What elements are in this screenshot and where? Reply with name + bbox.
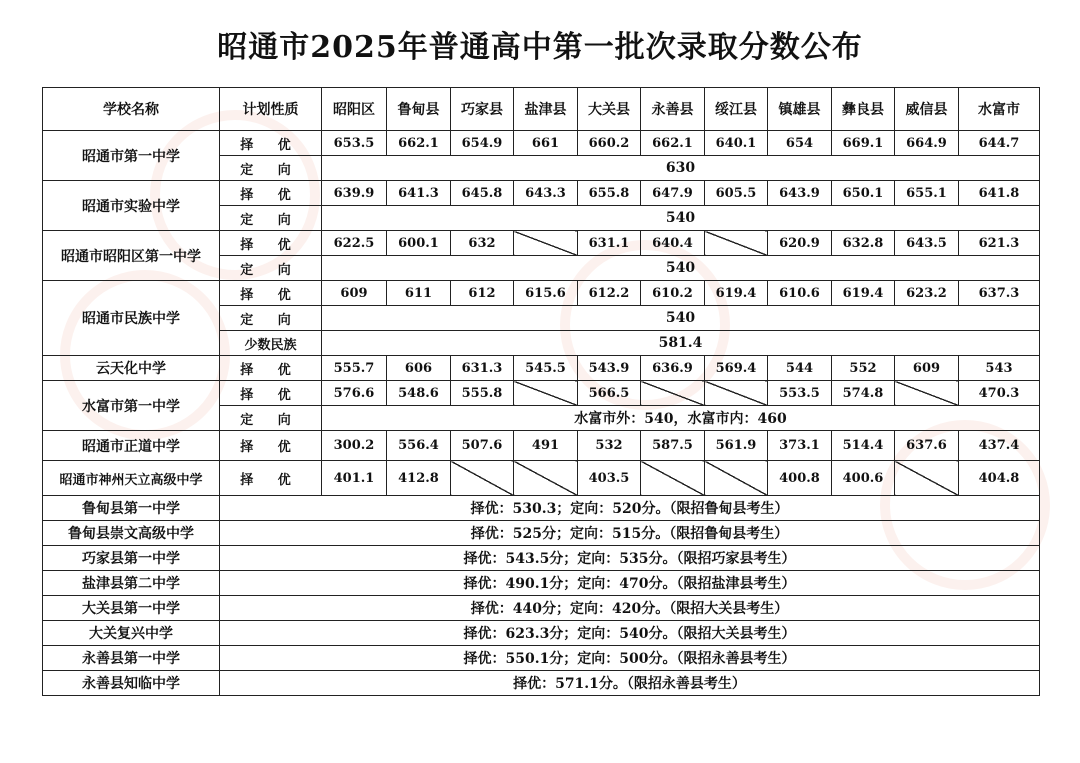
plan-type: 择 优 bbox=[220, 461, 322, 496]
score-cell: 641.3 bbox=[387, 181, 451, 206]
plan-type: 择 优 bbox=[220, 281, 322, 306]
score-cell: 545.5 bbox=[514, 356, 578, 381]
score-cell: 653.5 bbox=[322, 131, 387, 156]
merged-score-cell: 择优：530.3；定向：520分。（限招鲁甸县考生） bbox=[220, 496, 1040, 521]
header-district: 巧家县 bbox=[451, 88, 514, 131]
header-district: 彝良县 bbox=[832, 88, 895, 131]
score-cell: 574.8 bbox=[832, 381, 895, 406]
merged-score-cell: 630 bbox=[322, 156, 1040, 181]
school-name: 昭通市实验中学 bbox=[43, 181, 220, 231]
plan-type: 择 优 bbox=[220, 231, 322, 256]
score-cell: 587.5 bbox=[641, 431, 705, 461]
no-quota-cell bbox=[514, 381, 578, 406]
score-cell: 609 bbox=[322, 281, 387, 306]
plan-type: 定 向 bbox=[220, 156, 322, 181]
school-name: 大关县第一中学 bbox=[43, 596, 220, 621]
score-cell: 639.9 bbox=[322, 181, 387, 206]
table-row bbox=[43, 181, 1040, 206]
score-cell: 655.8 bbox=[578, 181, 641, 206]
merged-score-cell: 540 bbox=[322, 206, 1040, 231]
header-district: 水富市 bbox=[959, 88, 1040, 131]
score-cell: 654.9 bbox=[451, 131, 514, 156]
score-cell: 621.3 bbox=[959, 231, 1040, 256]
score-cell: 400.8 bbox=[768, 461, 832, 496]
score-cell: 553.5 bbox=[768, 381, 832, 406]
table-row bbox=[43, 546, 1040, 571]
header-district: 大关县 bbox=[578, 88, 641, 131]
school-name: 鲁甸县崇文高级中学 bbox=[43, 521, 220, 546]
score-cell: 632.8 bbox=[832, 231, 895, 256]
score-cell: 637.3 bbox=[959, 281, 1040, 306]
score-cell: 556.4 bbox=[387, 431, 451, 461]
school-name: 昭通市昭阳区第一中学 bbox=[43, 231, 220, 281]
plan-type: 少数民族 bbox=[220, 331, 322, 356]
plan-type: 定 向 bbox=[220, 406, 322, 431]
score-cell: 543 bbox=[959, 356, 1040, 381]
score-cell: 610.2 bbox=[641, 281, 705, 306]
table-row bbox=[43, 231, 1040, 256]
table-row bbox=[43, 671, 1040, 696]
no-quota-cell bbox=[705, 461, 768, 496]
header-district: 昭阳区 bbox=[322, 88, 387, 131]
score-cell: 645.8 bbox=[451, 181, 514, 206]
table-row bbox=[43, 356, 1040, 381]
score-cell: 615.6 bbox=[514, 281, 578, 306]
merged-score-cell: 择优：490.1分；定向：470分。（限招盐津县考生） bbox=[220, 571, 1040, 596]
table-row bbox=[43, 571, 1040, 596]
header-school: 学校名称 bbox=[43, 88, 220, 131]
plan-type: 择 优 bbox=[220, 181, 322, 206]
score-cell: 643.3 bbox=[514, 181, 578, 206]
score-cell: 548.6 bbox=[387, 381, 451, 406]
score-cell: 600.1 bbox=[387, 231, 451, 256]
score-cell: 619.4 bbox=[705, 281, 768, 306]
school-name: 昭通市正道中学 bbox=[43, 431, 220, 461]
score-cell: 619.4 bbox=[832, 281, 895, 306]
score-cell: 412.8 bbox=[387, 461, 451, 496]
page-title: 昭通市2025年普通高中第一批次录取分数公布 bbox=[217, 30, 863, 65]
score-cell: 403.5 bbox=[578, 461, 641, 496]
merged-score-cell: 择优：543.5分；定向：535分。（限招巧家县考生） bbox=[220, 546, 1040, 571]
score-cell: 609 bbox=[895, 356, 959, 381]
no-quota-cell bbox=[641, 461, 705, 496]
table-row bbox=[43, 596, 1040, 621]
score-cell: 620.9 bbox=[768, 231, 832, 256]
no-quota-cell bbox=[705, 381, 768, 406]
merged-score-cell: 择优：571.1分。（限招永善县考生） bbox=[220, 671, 1040, 696]
header-district: 威信县 bbox=[895, 88, 959, 131]
header-row bbox=[43, 88, 1040, 131]
header-district: 镇雄县 bbox=[768, 88, 832, 131]
table-row bbox=[43, 496, 1040, 521]
school-name: 永善县第一中学 bbox=[43, 646, 220, 671]
score-cell: 644.7 bbox=[959, 131, 1040, 156]
plan-type: 定 向 bbox=[220, 306, 322, 331]
no-quota-cell bbox=[705, 231, 768, 256]
school-name: 昭通市神州天立高级中学 bbox=[43, 461, 220, 496]
score-cell: 612.2 bbox=[578, 281, 641, 306]
score-cell: 400.6 bbox=[832, 461, 895, 496]
school-name: 鲁甸县第一中学 bbox=[43, 496, 220, 521]
score-cell: 605.5 bbox=[705, 181, 768, 206]
plan-type: 择 优 bbox=[220, 356, 322, 381]
score-cell: 636.9 bbox=[641, 356, 705, 381]
score-cell: 655.1 bbox=[895, 181, 959, 206]
score-table bbox=[42, 87, 1040, 696]
table-row bbox=[43, 646, 1040, 671]
score-cell: 631.3 bbox=[451, 356, 514, 381]
score-cell: 491 bbox=[514, 431, 578, 461]
score-cell: 552 bbox=[832, 356, 895, 381]
score-cell: 470.3 bbox=[959, 381, 1040, 406]
score-cell: 664.9 bbox=[895, 131, 959, 156]
score-cell: 623.2 bbox=[895, 281, 959, 306]
school-name: 大关复兴中学 bbox=[43, 621, 220, 646]
score-cell: 647.9 bbox=[641, 181, 705, 206]
table-row bbox=[43, 381, 1040, 406]
header-district: 绥江县 bbox=[705, 88, 768, 131]
plan-type: 定 向 bbox=[220, 256, 322, 281]
score-cell: 555.7 bbox=[322, 356, 387, 381]
table-row bbox=[43, 131, 1040, 156]
no-quota-cell bbox=[895, 381, 959, 406]
score-cell: 555.8 bbox=[451, 381, 514, 406]
no-quota-cell bbox=[514, 231, 578, 256]
no-quota-cell bbox=[514, 461, 578, 496]
score-cell: 373.1 bbox=[768, 431, 832, 461]
header-district: 鲁甸县 bbox=[387, 88, 451, 131]
score-cell: 631.1 bbox=[578, 231, 641, 256]
school-name: 昭通市民族中学 bbox=[43, 281, 220, 356]
score-cell: 622.5 bbox=[322, 231, 387, 256]
score-cell: 637.6 bbox=[895, 431, 959, 461]
no-quota-cell bbox=[451, 461, 514, 496]
table-row bbox=[43, 461, 1040, 496]
table-row bbox=[43, 281, 1040, 306]
score-cell: 437.4 bbox=[959, 431, 1040, 461]
merged-score-cell: 581.4 bbox=[322, 331, 1040, 356]
score-cell: 404.8 bbox=[959, 461, 1040, 496]
score-cell: 643.5 bbox=[895, 231, 959, 256]
score-cell: 632 bbox=[451, 231, 514, 256]
no-quota-cell bbox=[895, 461, 959, 496]
school-name: 盐津县第二中学 bbox=[43, 571, 220, 596]
merged-score-cell: 水富市外：540，水富市内：460 bbox=[322, 406, 1040, 431]
school-name: 水富市第一中学 bbox=[43, 381, 220, 431]
no-quota-cell bbox=[641, 381, 705, 406]
score-cell: 543.9 bbox=[578, 356, 641, 381]
score-cell: 661 bbox=[514, 131, 578, 156]
score-cell: 507.6 bbox=[451, 431, 514, 461]
merged-score-cell: 择优：525分；定向：515分。（限招鲁甸县考生） bbox=[220, 521, 1040, 546]
score-cell: 561.9 bbox=[705, 431, 768, 461]
score-cell: 401.1 bbox=[322, 461, 387, 496]
score-cell: 576.6 bbox=[322, 381, 387, 406]
school-name: 昭通市第一中学 bbox=[43, 131, 220, 181]
score-cell: 610.6 bbox=[768, 281, 832, 306]
score-cell: 640.4 bbox=[641, 231, 705, 256]
plan-type: 择 优 bbox=[220, 131, 322, 156]
score-cell: 566.5 bbox=[578, 381, 641, 406]
score-cell: 662.1 bbox=[641, 131, 705, 156]
merged-score-cell: 择优：623.3分；定向：540分。（限招大关县考生） bbox=[220, 621, 1040, 646]
merged-score-cell: 540 bbox=[322, 306, 1040, 331]
score-cell: 300.2 bbox=[322, 431, 387, 461]
school-name: 巧家县第一中学 bbox=[43, 546, 220, 571]
score-cell: 514.4 bbox=[832, 431, 895, 461]
score-cell: 641.8 bbox=[959, 181, 1040, 206]
school-name: 云天化中学 bbox=[43, 356, 220, 381]
plan-type: 择 优 bbox=[220, 431, 322, 461]
score-cell: 660.2 bbox=[578, 131, 641, 156]
score-cell: 654 bbox=[768, 131, 832, 156]
score-cell: 611 bbox=[387, 281, 451, 306]
table-row bbox=[43, 521, 1040, 546]
score-cell: 569.4 bbox=[705, 356, 768, 381]
table-row bbox=[43, 431, 1040, 461]
header-district: 盐津县 bbox=[514, 88, 578, 131]
score-cell: 612 bbox=[451, 281, 514, 306]
merged-score-cell: 择优：440分；定向：420分。（限招大关县考生） bbox=[220, 596, 1040, 621]
score-cell: 650.1 bbox=[832, 181, 895, 206]
merged-score-cell: 择优：550.1分；定向：500分。（限招永善县考生） bbox=[220, 646, 1040, 671]
score-cell: 662.1 bbox=[387, 131, 451, 156]
score-cell: 532 bbox=[578, 431, 641, 461]
school-name: 永善县知临中学 bbox=[43, 671, 220, 696]
plan-type: 定 向 bbox=[220, 206, 322, 231]
score-cell: 544 bbox=[768, 356, 832, 381]
merged-score-cell: 540 bbox=[322, 256, 1040, 281]
table-row bbox=[43, 621, 1040, 646]
header-plan: 计划性质 bbox=[220, 88, 322, 131]
score-cell: 669.1 bbox=[832, 131, 895, 156]
header-district: 永善县 bbox=[641, 88, 705, 131]
score-cell: 640.1 bbox=[705, 131, 768, 156]
score-cell: 643.9 bbox=[768, 181, 832, 206]
plan-type: 择 优 bbox=[220, 381, 322, 406]
score-cell: 606 bbox=[387, 356, 451, 381]
